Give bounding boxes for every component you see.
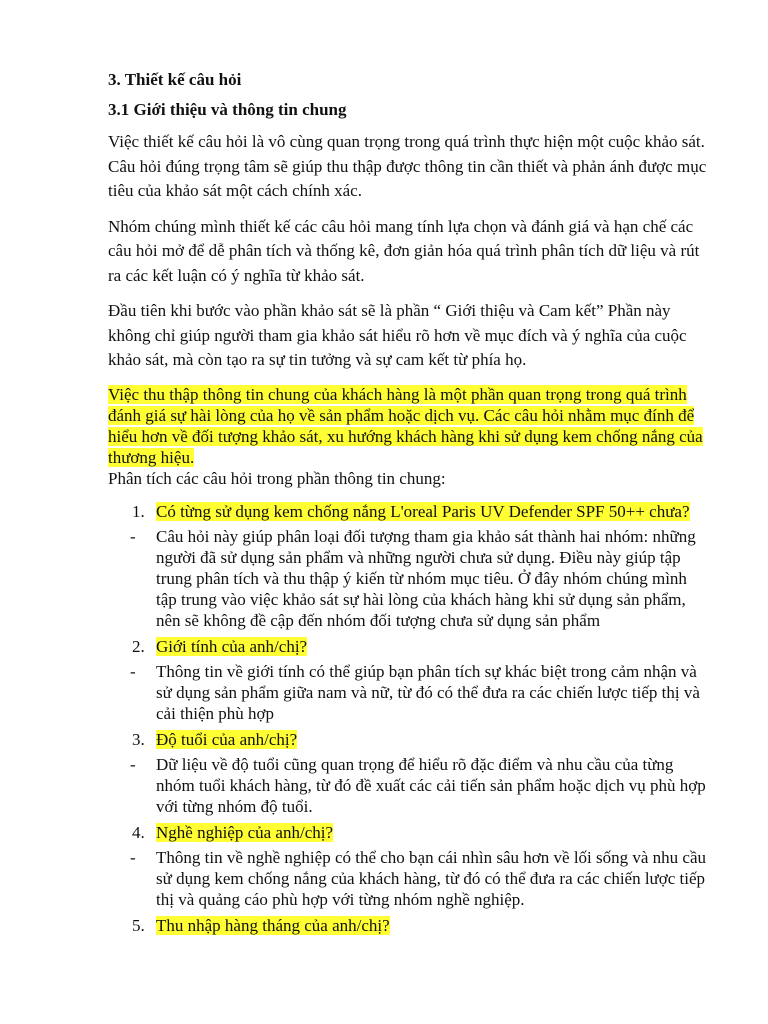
paragraph-method: Nhóm chúng mình thiết kế các câu hỏi mang tính lựa chọn và đánh giá và hạn chế các câu hỏi mở để dễ phân tích và thống kê, đơn giản hóa quá trình phân tích dữ liệu và rút ra các kết luận có ý nghĩa từ khảo sát. — [108, 216, 700, 285]
paragraph-intro: Việc thiết kế câu hỏi là vô cùng quan trọng trong quá trình thực hiện một cuộc khảo sát. Câu hỏi đúng trọng tâm sẽ giúp thu thập được thông tin cần thiết và phản ánh được mục tiêu của khảo sát một cách chính xác. — [108, 132, 707, 200]
question-description-3 — [108, 754, 708, 817]
question-item-4 — [108, 822, 708, 843]
analysis-intro: Phân tích các câu hỏi trong phần thông tin chung: — [108, 468, 446, 488]
highlighted-text: Việc thu thập thông tin chung của khách hàng là một phần quan trọng trong quá trình đánh giá sự hài lòng của họ về sản phẩm hoặc dịch vụ. Các câu hỏi nhằm mục đính để hiểu hơn về đối tượng khảo sát, xu hướng khách hàng khi sử dụng kem chống nắng của thương hiệu. — [108, 384, 703, 467]
highlighted-paragraph — [108, 384, 708, 468]
dash-bullet: - — [130, 847, 136, 867]
question-item-5 — [108, 915, 708, 936]
question-number: 1. — [132, 501, 145, 521]
dash-bullet: - — [130, 754, 136, 774]
section-heading: 3. Thiết kế câu hỏi — [108, 70, 242, 89]
question-number: 2. — [132, 636, 145, 656]
question-description-4 — [108, 847, 708, 910]
question-item-1 — [108, 501, 708, 522]
description-text: Câu hỏi này giúp phân loại đối tượng tham gia khảo sát thành hai nhóm: những người đã sử dụng sản phẩm và những người chưa sử dụng. Điều này giúp tập trung phân tích và thu thập ý kiến từ nhóm mục tiêu. Ở đây nhóm chúng mình tập trung vào việc khảo sát sự hài lòng của khách hàng khi sử dụng sản phẩm, nên sẽ không đề cập đến nhóm đối tượng chưa sử dụng sản phẩm — [156, 526, 696, 630]
question-description-1 — [108, 526, 708, 631]
dash-bullet: - — [130, 526, 136, 546]
question-text: Thu nhập hàng tháng của anh/chị? — [156, 915, 390, 935]
subsection-heading: 3.1 Giới thiệu và thông tin chung — [108, 100, 347, 119]
paragraph-commitment: Đầu tiên khi bước vào phần khảo sát sẽ là phần “ Giới thiệu và Cam kết” Phần này không chỉ giúp người tham gia khảo sát hiểu rõ hơn về mục đích và ý nghĩa của cuộc khảo sát, mà còn tạo ra sự tin tưởng và sự cam kết từ phía họ. — [108, 301, 687, 369]
question-number: 4. — [132, 822, 145, 842]
description-text: Dữ liệu về độ tuổi cũng quan trọng để hiểu rõ đặc điểm và nhu cầu của từng nhóm tuổi khách hàng, từ đó đề xuất các cải tiến sản phẩm hoặc dịch vụ phù hợp với từng nhóm độ tuổi. — [156, 754, 706, 816]
question-item-2 — [108, 636, 708, 657]
question-description-2 — [108, 661, 708, 724]
dash-bullet: - — [130, 661, 136, 681]
description-text: Thông tin về giới tính có thể giúp bạn phân tích sự khác biệt trong cảm nhận và sử dụng sản phẩm giữa nam và nữ, từ đó có thể đưa ra các chiến lược tiếp thị và cải thiện phù hợp — [156, 661, 700, 723]
question-item-3 — [108, 729, 708, 750]
question-text: Độ tuổi của anh/chị? — [156, 729, 298, 749]
question-text: Có từng sử dụng kem chống nắng L'oreal Paris UV Defender SPF 50++ chưa? — [156, 501, 690, 521]
question-number: 3. — [132, 729, 145, 749]
question-text: Nghề nghiệp của anh/chị? — [156, 822, 334, 842]
question-number: 5. — [132, 915, 145, 935]
description-text: Thông tin về nghề nghiệp có thể cho bạn cái nhìn sâu hơn về lối sống và nhu cầu sử dụng kem chống nắng của khách hàng, từ đó có thể đưa ra các chiến lược tiếp thị và quảng cáo phù hợp với từng nhóm nghề nghiệp. — [156, 847, 707, 909]
question-text: Giới tính của anh/chị? — [156, 636, 308, 656]
